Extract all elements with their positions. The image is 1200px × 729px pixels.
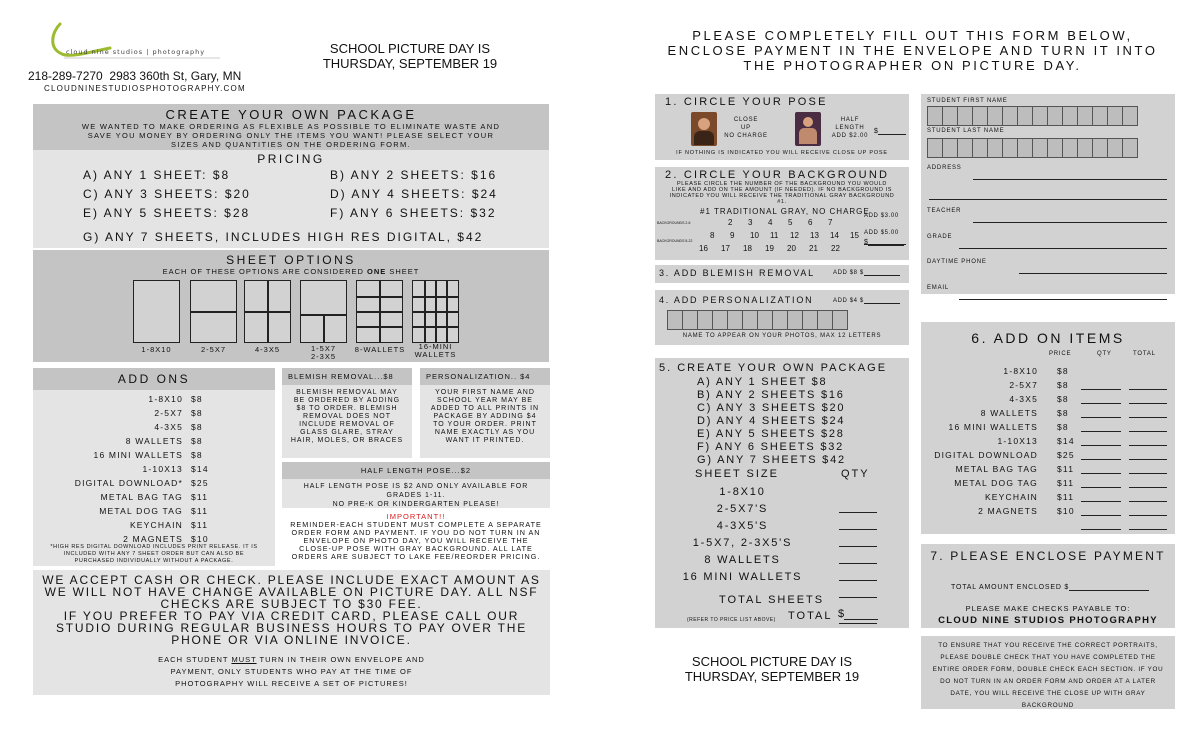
blemish-info-title: BLEMISH REMOVAL...$8 [282,368,412,385]
add-on-price: $10 [191,534,209,544]
add-on-name: 8 WALLETS [125,436,183,446]
addon-item-name: 1-10X13 [997,436,1038,446]
sheet-label-mini: 16-MINI WALLETS [414,342,457,359]
add-on-price: $11 [191,492,209,502]
package-size: 2-5X7'S [716,503,769,515]
package-option[interactable]: G) ANY 7 SHEETS $42 [697,454,846,466]
add-on-price: $8 [191,408,203,418]
add-on-name: 4-3X5 [154,422,183,432]
enclose-title: 7. PLEASE ENCLOSE PAYMENT [930,549,1166,563]
add-on-name: METAL DOG TAG [99,506,183,516]
sheet-label-wallets: 8-WALLETS [354,345,406,354]
sheet-label-5x7: 2-5X7 [200,345,226,354]
addon-item-price: $8 [1057,422,1069,432]
address-field[interactable] [973,162,1167,180]
package-option[interactable]: E) ANY 5 SHEETS $28 [697,428,845,440]
half-length-info-body: HALF LENGTH POSE IS $2 AND ONLY AVAILABLE FOR GRADES 1-11. NO PRE-K OR KINDERGARTEN PLEASE! [303,483,529,508]
address-label: ADDRESS [927,165,962,171]
sheet-label-3x5: 4-3X5 [254,345,280,354]
package-qty-field[interactable] [839,529,877,547]
pricing-item-g: G) ANY 7 SHEETS, INCLUDES HIGH RES DIGITAL, $42 [83,230,484,244]
pose-close-photo[interactable] [691,112,717,146]
pose-half-photo[interactable] [795,112,821,146]
background-option[interactable]: 11 [770,231,779,240]
addon-item-price: $11 [1057,464,1075,474]
blemish-info [282,368,412,458]
phone-field[interactable] [1019,256,1167,274]
personalization-info-body: YOUR FIRST NAME AND SCHOOL YEAR MAY BE ADDED TO ALL PRINTS IN PACKAGE BY ADDING $4 TO YOUR ORDER. PRINT NAME EXACTLY AS YOU WANT IT PRINTED. [430,389,540,444]
background-option[interactable]: 20 [787,244,796,253]
picture-day-line2: THURSDAY, SEPTEMBER 19 [322,56,498,71]
enclose-studio: CLOUD NINE STUDIOS PHOTOGRAPHY [938,615,1158,626]
personalization-info-title: PERSONALIZATION.. $4 [420,368,550,385]
enclose-total[interactable]: TOTAL AMOUNT ENCLOSED $ [951,584,1149,591]
addon-item-price: $10 [1057,506,1075,516]
sheet-icon-mini-wallets [412,280,459,343]
student-info-panel [921,94,1175,294]
pricing-item-e: E) ANY 5 SHEETS: $28 [83,206,251,220]
addon-item-name: 4-3X5 [1009,394,1038,404]
package-col-size: SHEET SIZE [695,468,779,480]
background-tiny2: BACKGROUNDS 8-22 [657,239,693,243]
sheet-icon-3x5 [244,280,291,343]
pricing-item-a: A) ANY 1 SHEET: $8 [83,168,231,182]
addon-item-price: $8 [1057,380,1069,390]
picture-day-bottom [662,654,882,684]
payment-small: EACH STUDENT MUST TURN IN THEIR OWN ENVELOPE AND PAYMENT, ONLY STUDENTS WHO PAY AT THE TIME OF PHOTOGRAPHY WILL RECEIVE A SET OF PICTURES! [158,655,425,688]
addon-item-name: 16 MINI WALLETS [948,422,1038,432]
picture-day-line1: SCHOOL PICTURE DAY IS [329,41,491,56]
pose-note: IF NOTHING IS INDICATED YOU WILL RECEIVE CLOSE UP POSE [676,150,888,156]
add-on-price: $11 [191,506,209,516]
package-qty-field[interactable] [839,563,877,581]
sheet-options-subtitle: EACH OF THESE OPTIONS ARE CONSIDERED ONE SHEET [162,267,420,276]
pricing-item-f: F) ANY 6 SHEETS: $32 [330,206,497,220]
pose-half-amount-field[interactable]: $ [874,128,906,135]
add-on-price: $8 [191,450,203,460]
address-field-2[interactable] [929,182,1167,200]
blemish-form-panel [655,265,909,283]
personalization-form-title: 4. ADD PERSONALIZATION [659,295,814,305]
package-total-sheets-label: TOTAL SHEETS [719,594,825,606]
addon-col-total: TOTAL [1133,351,1156,357]
background-option[interactable]: 9 [730,231,735,240]
package-size: 1-5X7, 2-3X5'S [692,537,793,549]
add-on-price: $8 [191,436,203,446]
background-option[interactable]: 3 [748,218,753,227]
create-package-title: CREATE YOUR OWN PACKAGE [165,107,417,122]
background-option[interactable]: 19 [765,244,774,253]
package-qty-field[interactable] [839,580,877,598]
add-on-price: $8 [191,422,203,432]
addon-item-name: KEYCHAIN [984,492,1038,502]
pricing-panel [33,150,549,248]
personalization-info [420,368,550,458]
enclose-panel [921,544,1175,628]
personalization-form-panel [655,290,909,345]
add-on-price: $11 [191,520,209,530]
background-option[interactable]: 15 [850,231,859,240]
background-option[interactable]: 5 [788,218,793,227]
addon-item-price: $11 [1057,492,1075,502]
sheet-icon-8x10 [133,280,180,343]
add-on-price: $14 [191,464,209,474]
background-default[interactable]: #1 TRADITIONAL GRAY, NO CHARGE [700,207,870,216]
package-qty-field[interactable] [839,495,877,513]
blemish-form-title: 3. ADD BLEMISH REMOVAL [659,268,815,278]
package-col-qty: QTY [841,468,870,480]
add-ons-note: *HIGH RES DIGITAL DOWNLOAD INCLUDES PRINT RELEASE. IT IS INCLUDED WITH ANY 7 SHEET ORDER BUT CAN ALSO BE PURCHASED INDIVIDUALLY WITHOUT A PACKAGE. [50,544,258,564]
blemish-info-body: BLEMISH REMOVAL MAY BE ORDERED BY ADDING $8 TO ORDER. BLEMISH REMOVAL DOES NOT INCLUDE REMOVAL OF GLASS GLARE, STRAY HAIR, MOLES, OR BRACES [290,389,404,444]
addon-item-name: 2-5X7 [1009,380,1038,390]
add-on-price: $25 [191,478,209,488]
sheet-label-8x10: 1-8X10 [141,345,172,354]
pricing-title: PRICING [257,152,325,166]
pose-half-label: HALF LENGTH ADD $2.00 [831,117,869,139]
package-form-panel [655,358,909,628]
create-package-desc: WE WANTED TO MAKE ORDERING AS FLEXIBLE AS POSSIBLE TO ELIMINATE WASTE AND SAVE YOU MONEY BY ORDERING ONLY THE ITEMS YOU WANT! PLEASE SELECT YOUR SIZES AND QUANTITIES ON THE ORDERING FORM. [81,122,501,149]
background-desc: PLEASE CIRCLE THE NUMBER OF THE BACKGROUND YOU WOULD LIKE AND ADD ON THE AMOUNT (IF NEEDED). IF NO BACKGROUND IS INDICATED YOU WILL RECEIVE THE TRADITIONAL GRAY BACKGROUND #1. [669,181,895,205]
package-option[interactable]: B) ANY 2 SHEETS $16 [697,389,845,401]
pricing-item-d: D) ANY 4 SHEETS: $24 [330,187,498,201]
package-option[interactable]: F) ANY 6 SHEETS $32 [697,441,845,453]
package-refer: (REFER TO PRICE LIST ABOVE) [687,617,776,623]
addon-item-price: $14 [1057,436,1075,446]
pose-close-label: CLOSE UP NO CHARGE [724,117,768,139]
pricing-item-b: B) ANY 2 SHEETS: $16 [330,168,498,182]
sheet-options-title: SHEET OPTIONS [226,253,356,267]
background-option[interactable]: 17 [721,244,730,253]
studio-website[interactable]: CLOUDNINESTUDIOSPHOTOGRAPHY.COM [44,84,246,93]
add-on-name: DIGITAL DOWNLOAD* [74,478,183,488]
package-qty-field[interactable] [839,512,877,530]
pose-panel [655,94,909,160]
create-package-header [33,104,549,150]
addon-item-price: $8 [1057,408,1069,418]
addon-item-name: DIGITAL DOWNLOAD [934,450,1038,460]
logo-text: cloud nine studios | photography [66,48,206,56]
payment-panel [33,570,550,695]
background-option[interactable]: 18 [743,244,752,253]
sheet-icon-wallets [356,280,403,343]
package-option[interactable]: A) ANY 1 SHEET $8 [697,376,828,388]
background-option[interactable]: 13 [810,231,819,240]
background-option[interactable]: 21 [809,244,818,253]
studio-contact [28,69,241,83]
sheet-icon-5x7-3x5 [300,280,347,343]
picture-day-bottom-line1: SCHOOL PICTURE DAY IS [691,654,853,669]
addon-item-name: 2 MAGNETS [978,506,1038,516]
half-length-info-title: HALF LENGTH POSE...$2 [282,462,550,479]
background-option[interactable]: 14 [830,231,839,240]
student-last-boxes[interactable] [927,138,1138,158]
final-note: TO ENSURE THAT YOU RECEIVE THE CORRECT PORTRAITS, PLEASE DOUBLE CHECK THAT YOU HAVE COMPLETED THE ENTIRE ORDER FORM, DOUBLE CHECK EACH SECTION. IF YOU DO NOT TURN IN AN ORDER FORM AND ORDER AT A LATER DATE, YOU WILL RECEIVE THE CLOSE UP WITH GRAY BACKGROUND [921,636,1175,709]
blemish-form-amount[interactable]: ADD $8 $ [833,270,900,276]
addon-item-name: 1-8X10 [1003,366,1038,376]
picture-day-bottom-line2: THURSDAY, SEPTEMBER 19 [684,669,860,684]
package-form-title: 5. CREATE YOUR OWN PACKAGE [659,362,888,374]
logo-swoosh [30,18,230,70]
teacher-field[interactable] [973,205,1167,223]
background-option[interactable]: 12 [790,231,799,240]
enclose-payable: PLEASE MAKE CHECKS PAYABLE TO: [965,604,1131,613]
background-option[interactable]: 22 [831,244,840,253]
important-notice [282,512,550,561]
background-option[interactable]: 6 [808,218,813,227]
package-size: 4-3X5'S [716,520,769,532]
package-total-label: TOTAL [788,610,833,622]
important-title: IMPORTANT!! [386,512,446,521]
package-qty-field[interactable] [839,546,877,564]
personalization-form-note: NAME TO APPEAR ON YOUR PHOTOS, MAX 12 LETTERS [682,333,882,339]
form-header: PLEASE COMPLETELY FILL OUT THIS FORM BELOW, ENCLOSE PAYMENT IN THE ENVELOPE AND TURN IT INTO THE PHOTOGRAPHER ON PICTURE DAY. [667,28,1158,73]
addon-form-title: 6. ADD ON ITEMS [971,330,1125,346]
email-label: EMAIL [927,285,950,291]
add-on-name: KEYCHAIN [129,520,183,530]
studio-address: 2983 360th St, Gary, MN [109,69,242,83]
addon-item-price: $8 [1057,366,1069,376]
background-option[interactable]: 10 [750,231,759,240]
pricing-item-c: C) ANY 3 SHEETS: $20 [83,187,251,201]
background-title: 2. CIRCLE YOUR BACKGROUND [665,169,890,181]
grade-label: GRADE [927,234,953,240]
addon-qty-field[interactable] [1081,512,1121,530]
background-option[interactable]: 8 [710,231,715,240]
background-option[interactable]: 2 [728,218,733,227]
background-add5: ADD $5.00 [864,230,899,236]
addon-col-qty: QTY [1097,351,1112,357]
teacher-label: TEACHER [927,208,962,214]
package-size: 1-8X10 [719,486,766,498]
add-ons-panel [33,368,275,566]
package-option[interactable]: C) ANY 3 SHEETS $20 [697,402,846,414]
background-panel [655,167,909,260]
sheet-label-combo: 1-5X7 2-3X5 [310,344,336,361]
background-option[interactable]: 16 [699,244,708,253]
addon-item-price: $8 [1057,394,1069,404]
studio-phone: 218-289-7270 [28,69,103,83]
package-option[interactable]: D) ANY 4 SHEETS $24 [697,415,846,427]
package-total-field[interactable]: $ [838,608,878,620]
addon-col-price: PRICE [1049,351,1072,357]
background-option[interactable]: 7 [828,218,833,227]
addon-item-name: METAL BAG TAG [955,464,1038,474]
add-on-name: 16 MINI WALLETS [93,450,183,460]
background-option[interactable]: 4 [768,218,773,227]
payment-main: WE ACCEPT CASH OR CHECK. PLEASE INCLUDE EXACT AMOUNT AS WE WILL NOT HAVE CHANGE AVAILABLE ON PICTURE DAY. ALL NSF CHECKS ARE SUBJECT TO $30 FEE. IF YOU PREFER TO PAY VIA CREDIT CARD, PLEASE CALL OUR STUDIO DURING REGULAR BUSINESS HOURS TO PAY OVER THE PHONE OR VIA ONLINE INVOICE. [42,573,541,647]
add-on-name: 1-10X13 [142,464,183,474]
background-tiny1: BACKGROUNDS 2-6 [657,221,691,225]
background-add3: ADD $3.00 [864,213,899,219]
sheet-options-panel [33,250,549,362]
add-on-name: METAL BAG TAG [100,492,183,502]
package-size: 8 WALLETS [704,554,781,566]
picture-day-top [300,41,520,71]
email-field[interactable] [959,282,1167,300]
add-on-name: 2-5X7 [154,408,183,418]
half-length-info [282,462,550,508]
add-ons-title: ADD ONS [33,368,275,390]
addon-item-price: $11 [1057,478,1075,488]
grade-field[interactable] [959,231,1167,249]
student-first-label: STUDENT FIRST NAME [927,98,1008,104]
personalization-form-amount[interactable]: ADD $4 $ [833,298,900,304]
add-on-price: $8 [191,394,203,404]
addon-item-price: $25 [1057,450,1075,460]
background-amount-field[interactable]: $ [864,239,904,246]
important-body: REMINDER-EACH STUDENT MUST COMPLETE A SEPARATE ORDER FORM AND PAYMENT. IF YOU DO NOT TURN IN AN ENVELOPE ON PHOTO DAY, YOU WILL RECEIVE THE CLOSE-UP POSE WITH GRAY BACKGROUND. ALL LATE ORDERS ARE SUBJECT TO LAKE FEE/REORDER PRICING. [290,520,542,561]
addon-item-name: METAL DOG TAG [954,478,1038,488]
addon-total-field[interactable] [1129,512,1167,530]
pose-title: 1. CIRCLE YOUR POSE [665,96,828,108]
student-first-boxes[interactable] [927,106,1138,126]
phone-label: DAYTIME PHONE [927,259,987,265]
add-on-name: 2 MAGNETS [123,534,183,544]
addon-item-name: 8 WALLETS [980,408,1038,418]
package-size: 16 MINI WALLETS [682,571,803,583]
sheet-icon-5x7 [190,280,237,343]
student-last-label: STUDENT LAST NAME [927,128,1005,134]
addon-form-panel [921,322,1175,534]
personalization-letter-boxes[interactable] [667,310,848,330]
add-on-name: 1-8X10 [148,394,183,404]
